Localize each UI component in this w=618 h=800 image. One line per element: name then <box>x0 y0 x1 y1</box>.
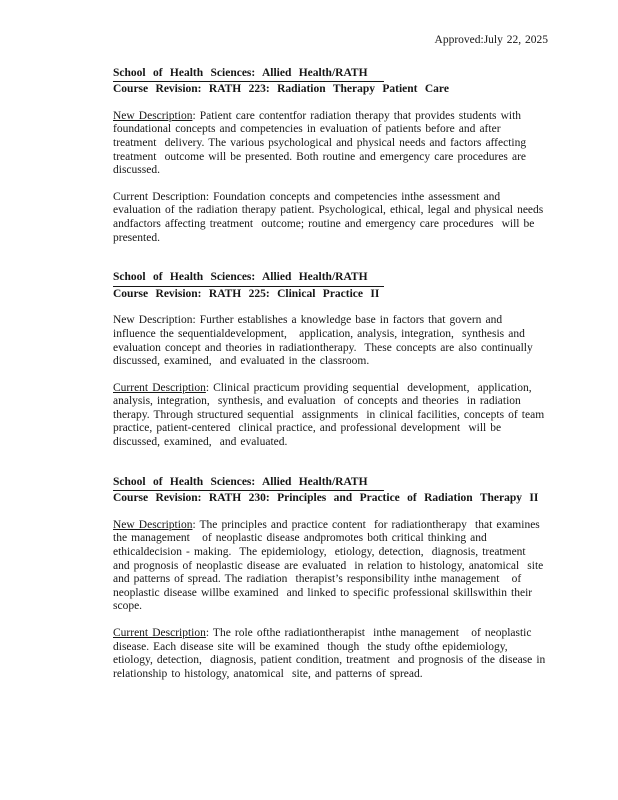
course-revision-line: Course Revision: RATH 223: Radiation Therapy Patient Care <box>113 83 449 96</box>
approval-date: Approved:July 22, 2025 <box>434 34 548 46</box>
current-description-label: Current Description <box>113 381 206 394</box>
school-line <box>113 67 548 83</box>
course-section-rath-230 <box>113 476 548 682</box>
new-description-paragraph <box>113 519 548 614</box>
new-description-label: New Description <box>113 518 193 531</box>
school-line-text: School of Health Sciences: Allied Health/RATH <box>113 271 384 287</box>
current-description-text: : Foundation concepts and competencies inthe assessment and evaluation of the radiation therapy patient. Psychological, ethical, legal and physical needs andfactors affecting treatment outcome; routine and emergency care procedures will be presented. <box>113 190 548 244</box>
new-description-label: New Description <box>113 109 193 122</box>
new-description-text: : Patient care contentfor radiation therapy that provides students with foundational concepts and competencies in evaluation of patients before and after treatment delivery. The various psychological and physical needs and factors affecting treatment outcome will be presented. Both routine and emergency care procedures are discussed. <box>113 109 531 177</box>
new-description-text: : Further establishes a knowledge base in factors that govern and influence the sequentialdevelopment, application, analysis, integration, synthesis and evaluation concept and theories in radiationtherapy. These concepts are also continually discussed, examined, and evaluated in the classroom. <box>113 314 537 368</box>
course-revision-line: Course Revision: RATH 225: Clinical Practice II <box>113 287 380 300</box>
course-revision-line: Course Revision: RATH 230: Principles and Practice of Radiation Therapy II <box>113 492 539 505</box>
current-description-text: : Clinical practicum providing sequential development, application, analysis, integration, synthesis, and evaluation of concepts and theories in radiation therapy. Through structured sequential assignments in clinical facilities, concepts of team practice, patient-centered clinical practice, and professional development will be discussed, examined, and evaluated. <box>113 381 549 449</box>
current-description-paragraph <box>113 627 548 681</box>
new-description-paragraph <box>113 110 548 178</box>
new-description-label: New Description <box>113 314 193 327</box>
course-section-rath-223 <box>113 67 548 246</box>
school-line <box>113 476 548 492</box>
new-description-paragraph <box>113 314 548 368</box>
current-description-label: Current Description <box>113 190 206 203</box>
school-line-text: School of Health Sciences: Allied Health/RATH <box>113 67 384 83</box>
current-description-text: : The role ofthe radiationtherapist inthe management of neoplastic disease. Each disease site will be examined though the study ofthe epidemiology, etiology, detection, diagnosis, patient condition, treatment and prognosis of the disease in relationship to histology, anatomical site, and patterns of spread. <box>113 627 550 680</box>
current-description-paragraph <box>113 191 548 245</box>
new-description-text: : The principles and practice content for radiationtherapy that examines the management of neoplastic disease andpromotes both critical thinking and ethicaldecision - making. The epidemiology, etiology, detection, diagnosis, treatment and prognosis of neoplastic disease are evaluated in relation to histology, anatomical site and patterns of spread. The radiation therapist’s responsibility inthe management of neoplastic disease willbe examined and linked to specific professional skillswithin their scope. <box>113 518 548 613</box>
school-line-text: School of Health Sciences: Allied Health/RATH <box>113 476 384 492</box>
current-description-paragraph <box>113 382 548 450</box>
course-section-rath-225 <box>113 271 548 450</box>
current-description-label: Current Description <box>113 627 206 639</box>
school-line <box>113 271 548 287</box>
